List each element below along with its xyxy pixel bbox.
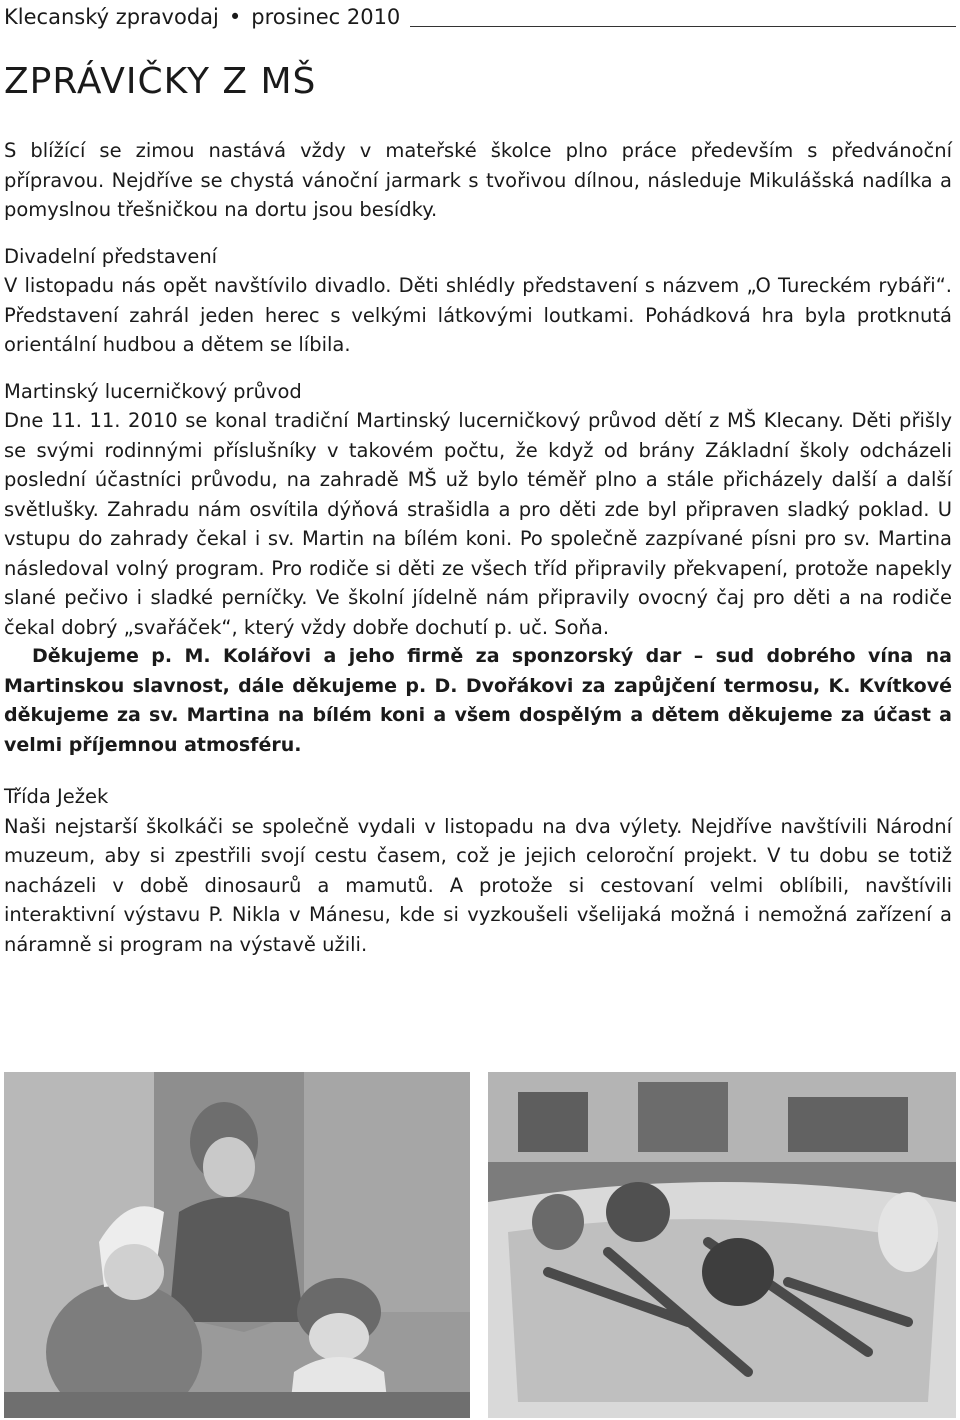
section-heading: Divadelní představení [4, 244, 218, 268]
intro-paragraph: S blížící se zimou nastává vždy v mateřské školce plno práce především s předvánoční přípravou. Nejdříve se chystá vánoční jarmark s tvořivou dílnou, následuje Mikulášská nadílka a pomyslnou třešničkou na dortu jsou besídky. [4, 139, 952, 221]
issue-date: prosinec 2010 [251, 5, 401, 29]
section-heading: Martinský lucerničkový průvod [4, 379, 302, 403]
children-exhibition-photo [488, 1072, 956, 1418]
thanks-paragraph: Děkujeme p. M. Kolářovi a jeho firmě za sponzorský dar – sud dobrého vína na Martinskou slavnost, dále děkujeme p. D. Dvořákovi za zapůjčení termosu, K. Kvítkové děkujeme za sv. Martina na bílém koni a všem dospělým a dětem děkujeme za účast a velmi příjemnou atmosféru. [4, 645, 952, 756]
section-heading: Třída Ježek [4, 785, 109, 808]
running-head [4, 4, 400, 30]
header-separator: • [228, 5, 242, 29]
section-paragraph: V listopadu nás opět navštívilo divadlo. Děti shlédly představení s názvem „O Tureckém rybáři“. Představení zahrál jeden herec s velkými látkovými loutkami. Pohádková hra byla protknutá orientální hudbou a dětem se líbila. [4, 274, 952, 356]
publication-name: Klecanský zpravodaj [4, 5, 219, 29]
page-header [0, 2, 960, 38]
puppet-theater-photo [4, 1072, 470, 1418]
article-title: ZPRÁVIČKY Z MŠ [4, 61, 317, 102]
header-rule [410, 26, 956, 27]
article-body [4, 136, 952, 959]
photo-strip [0, 1072, 960, 1420]
section-paragraph: Dne 11. 11. 2010 se konal tradiční Martinský lucerničkový průvod dětí z MŠ Klecany. Děti přišly se svými rodinnými příslušníky v takovém počtu, že když od brány Základní školy odcházeli poslední účastníci průvodu, na zahradě MŠ už bylo téměř plno a stále přicházely další a další světlušky. Zahradu nám osvítila dýňová strašidla a pro děti zde byl připraven sladký poklad. U vstupu do zahrady čekal i sv. Martin na bílém koni. Po společně zazpívané písni pro sv. Martina následoval volný program. Pro rodiče si děti ze všech tříd připravily překvapení, protože napekly slané pečivo i sladké perníčky. Ve školní jídelně nám připravily ovocný čaj pro děti a na rodiče čekal dobrý „svařáček“, který vždy dobře dochutí p. uč. Soňa. [4, 409, 952, 639]
section-paragraph: Naši nejstarší školkáči se společně vydali v listopadu na dva výlety. Nejdříve navštívili Národní muzeum, aby si zpestřili svojí cestu časem, což je jejich celoroční projekt. V tu dobu se totiž nacházeli v době dinosaurů a mamutů. A protože si cestovaní velmi oblíbili, navštívili interaktivní výstavu P. Nikla v Mánesu, kde si vyzkoušeli všelijaká možná i nemožná zařízení a náramně si program na výstavě užili. [4, 814, 952, 956]
